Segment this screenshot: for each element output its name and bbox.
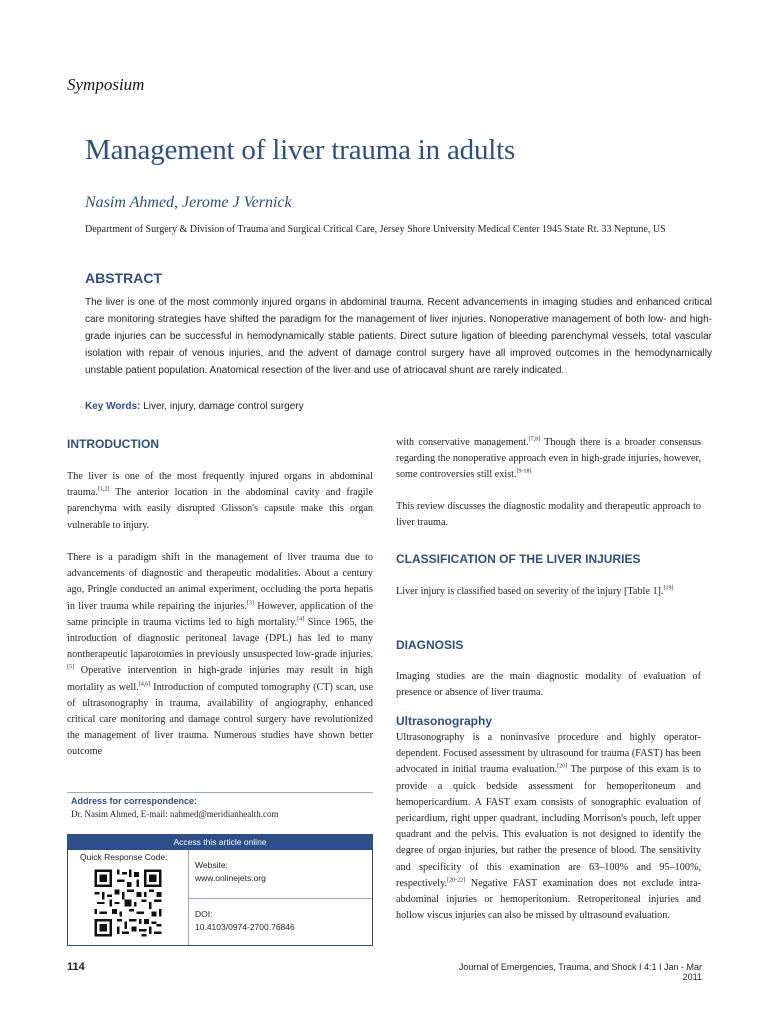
keywords-line	[85, 401, 304, 412]
intro-paragraph-1: The liver is one of the most frequently injured organs in abdominal trauma.[1,2] The anterior location in the abdominal cavity and fragile parenchyma with easily disrupted Glisson's capsule make this organ vulnerable to injury.	[67, 471, 373, 531]
page-number: 114	[67, 961, 85, 973]
diagnosis-heading: DIAGNOSIS	[396, 638, 464, 652]
doi-label: DOI:	[195, 909, 213, 919]
introduction-heading: INTRODUCTION	[67, 437, 159, 451]
journal-citation: Journal of Emergencies, Trauma, and Shock I 4:1 I Jan - Mar 2011	[458, 962, 702, 982]
ultrasonography-text: Ultrasonography is a noninvasive procedure and highly operator-dependent. Focused assessment by ultrasound for trauma (FAST) has been advocated in initial trauma evaluation.[20] The purpose of this exam is to provide a quick bedside assessment for hemoperitoneum and hemopericardium. A FAST exam consists of sonographic evaluation of pericardium, right upper quadrant, including Morrison's pouch, left upper quadrant and the pelvis. This evaluation is not designed to identify the degree of organ injuries, but rather the presence of blood. The sensitivity and specificity of this examination are 63–100% and 95–100%, respectively.[20-22] Negative FAST examination does not exclude intra-abdominal injuries or hemoperitonium. Retroperitoneal injuries and hollow viscus injuries can also be missed by ultrasound evaluation.	[396, 732, 701, 922]
abstract-heading: ABSTRACT	[85, 270, 162, 286]
keywords-label: Key Words:	[85, 401, 141, 412]
website-link[interactable]: www.onlinejets.org	[195, 873, 266, 883]
article-authors: Nasim Ahmed, Jerome J Vernick	[85, 194, 292, 211]
classification-text: Liver injury is classified based on severity of the injury [Table 1].[19]	[396, 585, 674, 597]
keywords-value: Liver, injury, damage control surgery	[143, 401, 304, 412]
address-label: Address for correspondence:	[71, 796, 198, 806]
diagnosis-text: Imaging studies are the main diagnostic modality of evaluation of presence or absence of liver trauma.	[396, 671, 701, 699]
intro-paragraph-2: There is a paradigm shift in the management of liver trauma due to advancements of diagnostic and therapeutic modalities. About a century ago, Pringle conducted an animal experiment, occluding the porta hepatis in liver trauma while repairing the injuries.[3] However, application of the same principle in trauma victims led to high mortality.[4] Since 1965, the introduction of diagnostic peritoneal lavage (DPL) has led to many nontherapeutic laparotomies in previously unsuspected low-grade injuries.[5] Operative intervention in high-grade injuries may result in high mortality as well.[4,6] Introduction of computed tomography (CT) scan, use of ultrasonography in trauma, availability of angiography, enhanced critical care monitoring and damage control surgery have revolutionized the management of liver trauma. Numerous studies have shown better outcome	[67, 552, 374, 758]
address-divider	[67, 792, 373, 793]
section-label: Symposium	[67, 75, 145, 94]
access-bar: Access this article online	[68, 835, 372, 850]
doi-link[interactable]: 10.4103/0974-2700.76846	[195, 922, 295, 932]
qr-code-icon[interactable]	[92, 867, 164, 939]
access-divider-horizontal	[188, 898, 372, 899]
classification-heading: CLASSIFICATION OF THE LIVER INJURIES	[396, 552, 641, 566]
right-paragraph-1: with conservative management.[7,8] Though there is a broader consensus regarding the nonoperative approach even in high-grade injuries, however, some controversies still exist.[9-18]	[396, 436, 702, 481]
article-title: Management of liver trauma in adults	[85, 134, 516, 166]
author-affiliation: Department of Surgery & Division of Trauma and Surgical Critical Care, Jersey Shore University Medical Center 1945 State Rt. 33 Neptune, US	[85, 224, 666, 235]
address-text: Dr. Nasim Ahmed, E-mail: nahmed@meridianhealth.com	[71, 809, 279, 819]
right-paragraph-2: This review discusses the diagnostic modality and therapeutic approach to liver trauma.	[396, 501, 701, 529]
qr-label: Quick Response Code:	[80, 852, 168, 862]
website-label: Website:	[195, 860, 228, 870]
abstract-text: The liver is one of the most commonly injured organs in abdominal trauma. Recent advancements in imaging studies and enhanced critical care monitoring strategies have shifted the paradigm for the management of liver injuries. Nonoperative management of both low- and high-grade injuries can be successful in hemodynamically stable patients. Direct suture ligation of bleeding parenchymal vessels, total vascular isolation with repair of venous injuries, and the advent of damage control surgery have all improved outcomes in the hemodynamically unstable patient population. Anatomical resection of the liver and use of atriocaval shunt are rarely indicated.	[85, 297, 712, 376]
ultrasonography-heading: Ultrasonography	[396, 714, 493, 728]
